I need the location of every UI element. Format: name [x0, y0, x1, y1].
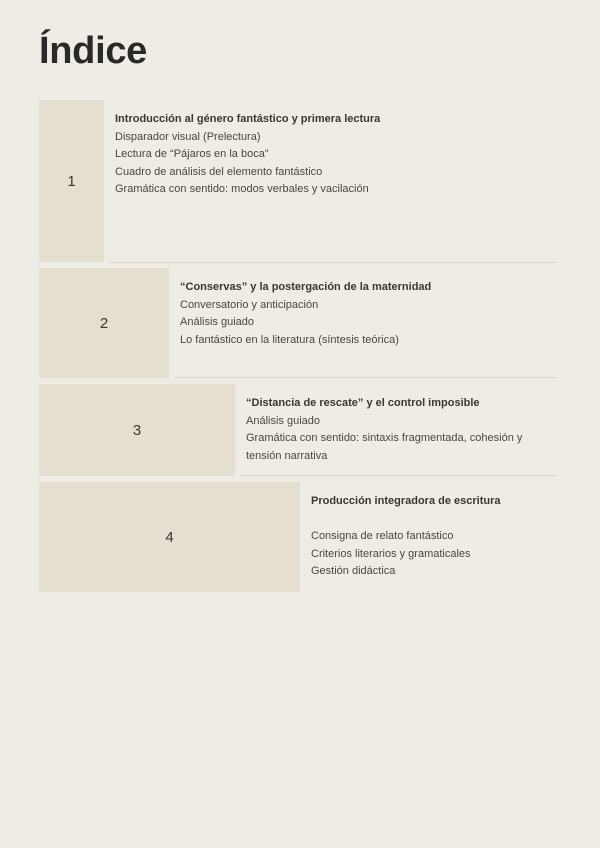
- section-divider: [240, 475, 556, 476]
- section-number-block: [39, 268, 169, 378]
- section-item[interactable]: Gramática con sentido: modos verbales y vacilación: [115, 183, 369, 196]
- section-number: 4: [165, 528, 174, 546]
- section-heading[interactable]: “Conservas” y la postergación de la maternidad: [180, 281, 432, 293]
- section-divider: [110, 262, 556, 263]
- section-heading[interactable]: Producción integradora de escritura: [311, 495, 501, 507]
- section-divider: [175, 377, 556, 378]
- section-heading[interactable]: Introducción al género fantástico y primera lectura: [115, 113, 381, 125]
- section-number-block: [39, 384, 235, 476]
- section-spacer: [311, 511, 501, 529]
- section-content: [180, 279, 431, 349]
- toc-section-3: [39, 384, 556, 476]
- section-number: 1: [67, 172, 76, 190]
- section-item[interactable]: Análisis guiado: [246, 414, 320, 427]
- section-item[interactable]: Lo fantástico en la literatura (síntesis teórica): [180, 333, 399, 346]
- toc-section-2: [39, 268, 556, 378]
- section-item[interactable]: Disparador visual (Prelectura): [115, 130, 261, 143]
- toc-section-1: [39, 100, 556, 263]
- section-heading[interactable]: “Distancia de rescate” y el control imposible: [246, 397, 480, 409]
- section-item[interactable]: Consigna de relato fantástico: [311, 530, 454, 543]
- section-item[interactable]: Lectura de “Pájaros en la boca”: [115, 148, 269, 161]
- section-content: [246, 395, 536, 465]
- section-item[interactable]: Análisis guiado: [180, 316, 254, 329]
- section-item[interactable]: Criterios literarios y gramaticales: [311, 547, 471, 560]
- section-item[interactable]: Cuadro de análisis del elemento fantástico: [115, 165, 323, 178]
- section-item[interactable]: Conversatorio y anticipación: [180, 298, 319, 311]
- section-content: [311, 493, 501, 581]
- section-item[interactable]: Gestión didáctica: [311, 565, 396, 578]
- section-number: 3: [132, 421, 142, 439]
- section-number-block: [39, 482, 300, 592]
- section-number: 2: [99, 314, 109, 332]
- section-content: [115, 111, 380, 199]
- toc-section-4: [39, 482, 556, 592]
- section-number-block: [39, 100, 104, 262]
- section-item[interactable]: Gramática con sentido: sintaxis fragmentada, cohesión y tensión narrativa: [246, 432, 523, 462]
- page-title: Índice: [39, 30, 148, 72]
